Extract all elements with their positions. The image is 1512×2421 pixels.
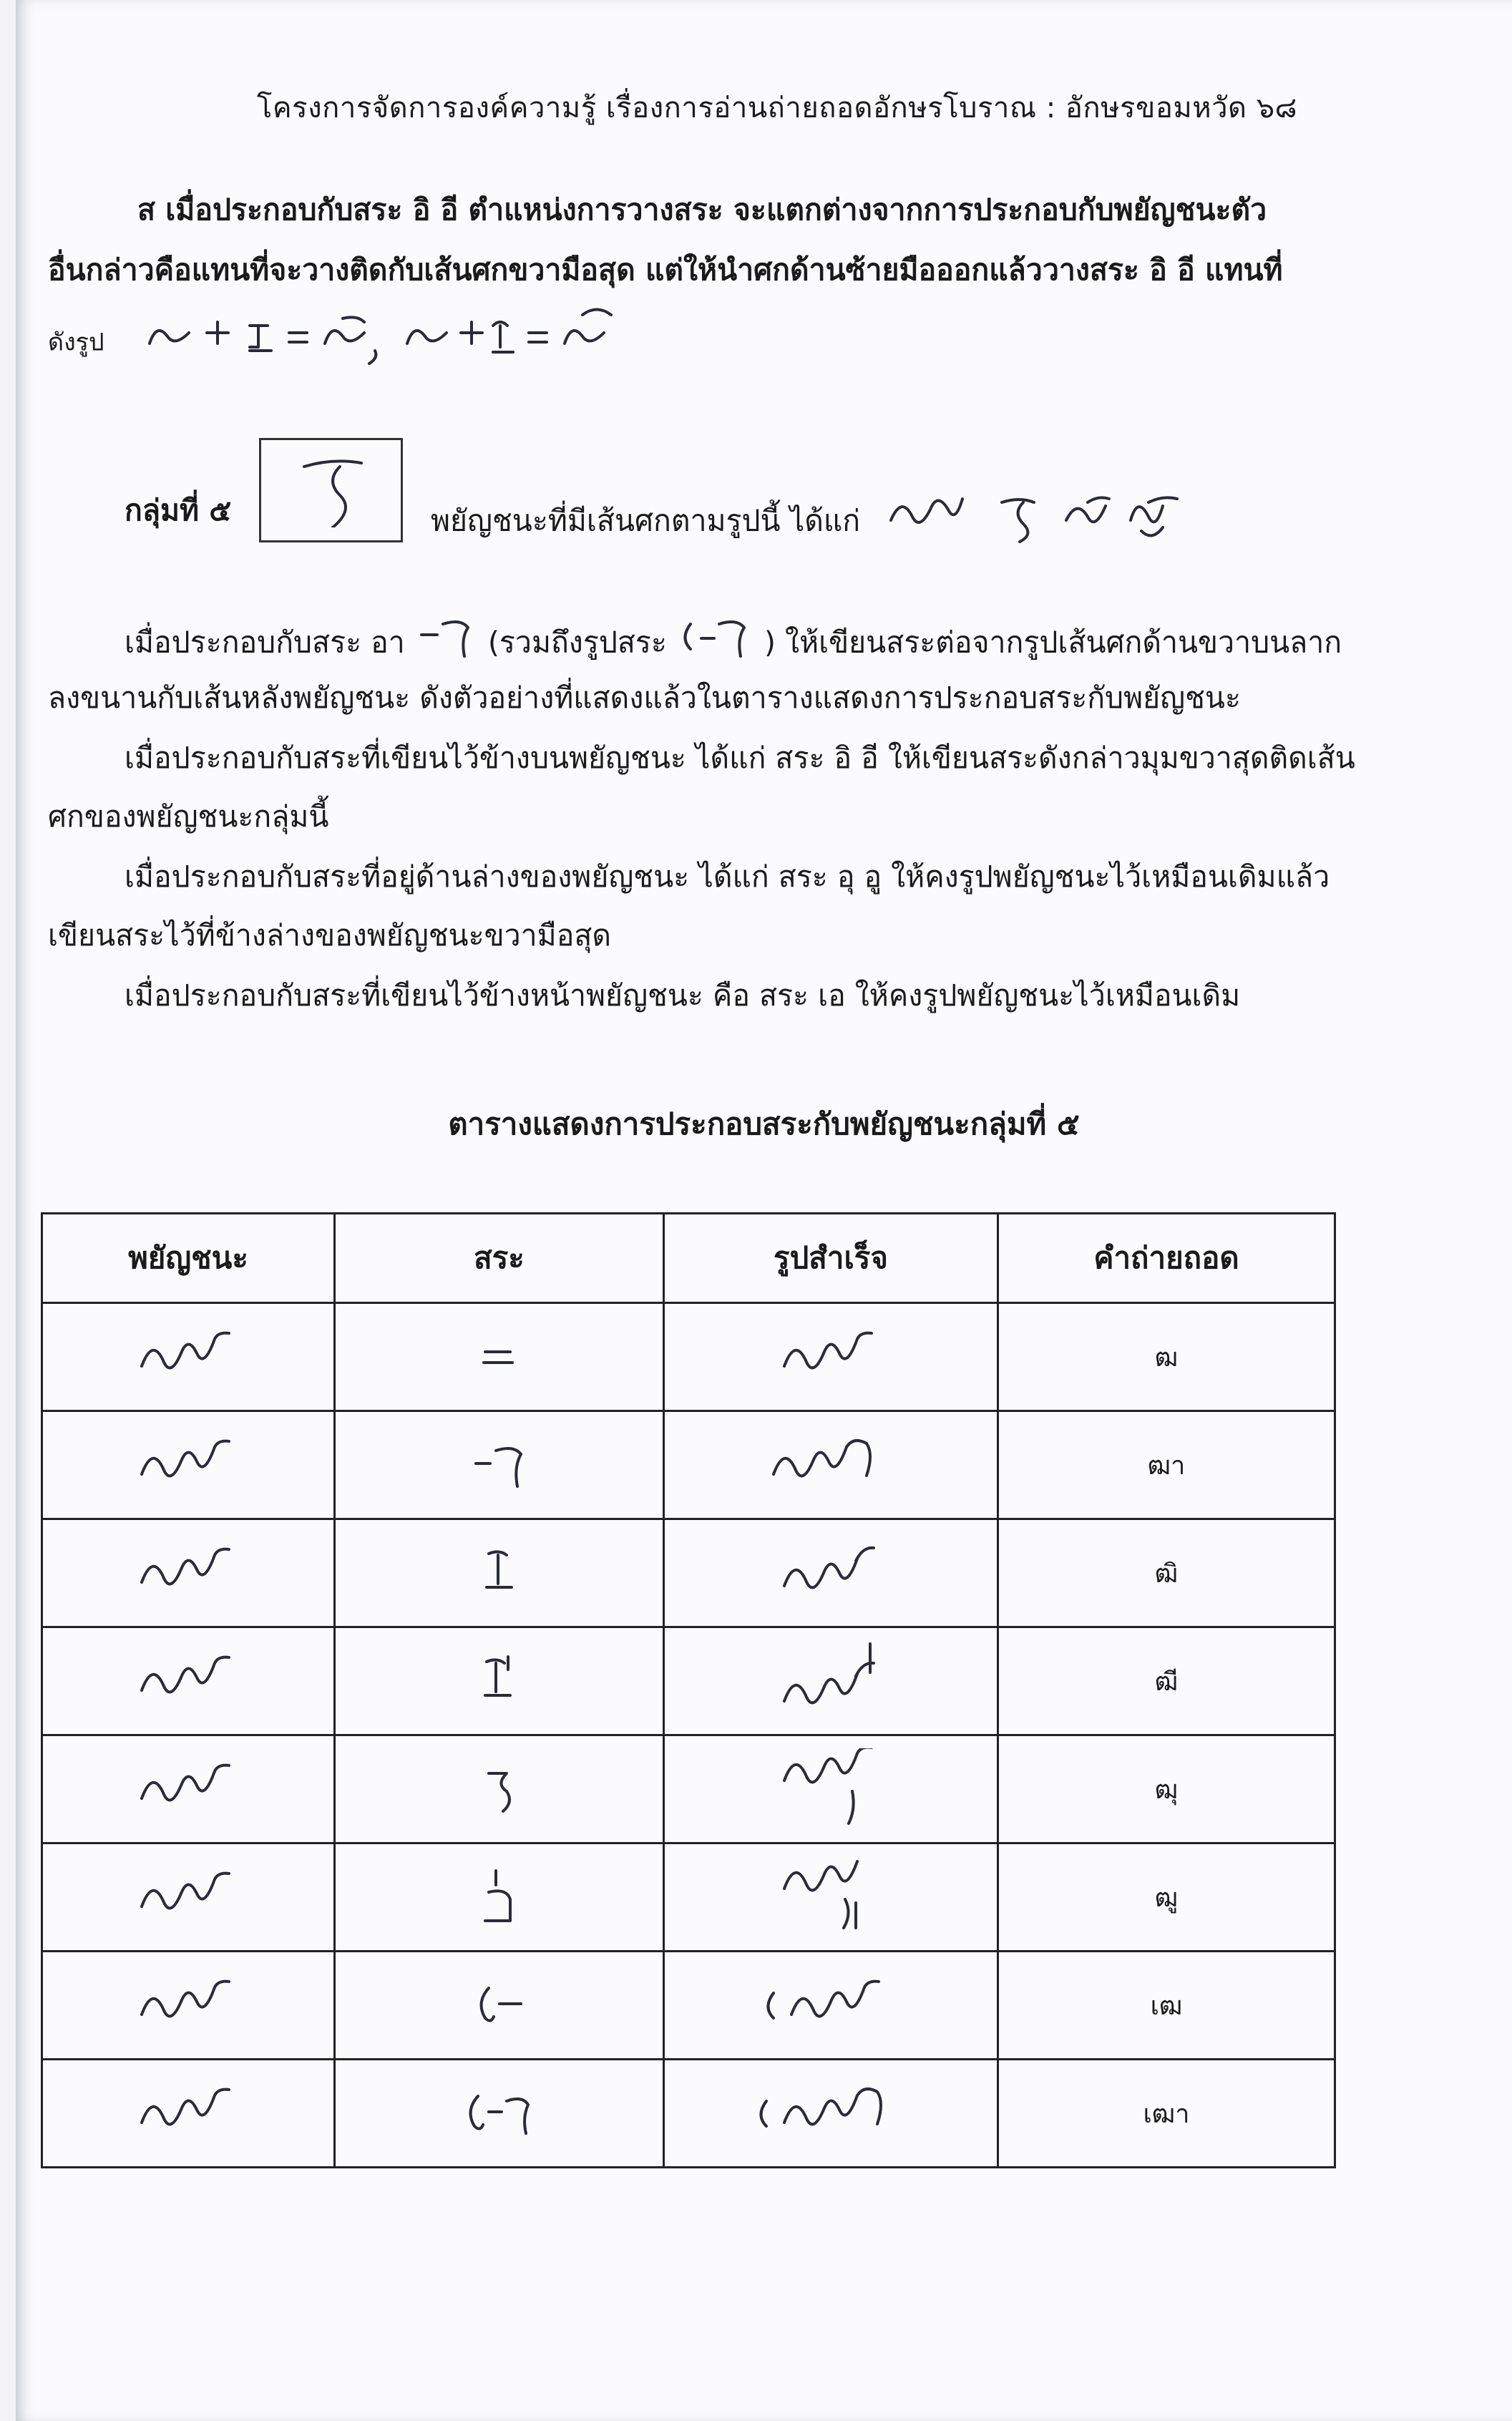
handwritten-vowel-ao [460,2083,539,2143]
handwritten-combined-thuu [774,1856,888,1938]
handwritten-consonant-tha [131,1327,245,1387]
handwritten-vowel-aa [467,1435,532,1495]
handwritten-consonant-tha [131,1651,245,1711]
vowel-cell [335,1411,664,1519]
vowel-cell [335,1952,664,2060]
note-s-line2 [48,240,1283,301]
consonant-cell [42,1843,335,1952]
handwritten-vowel-ii [471,1651,528,1711]
handwritten-consonant-tha [131,1543,245,1603]
p1-part-b: (รวมถึงรูปสระ [487,625,667,660]
table-row [42,1411,1335,1519]
handwritten-consonant-tha [131,2083,245,2143]
handwritten-combined-the [756,1975,906,2035]
note-s-line2-text: อื่นกล่าวคือแทนที่จะวางติดกับเส้นศกขวามือสุด แต่ให้นำศกด้านซ้ายมือออกแล้ววางสระ อิ อี แทนที่ [48,253,1283,287]
handwritten-example-formula [135,301,650,384]
transliteration-cell: เฒา [998,2060,1335,2168]
handwritten-combined-thu [774,1748,888,1830]
vowel-cell [335,1519,664,1627]
page-header: โครงการจัดการองค์ความรู้ เรื่องการอ่านถ่ายถอดอักษรโบราณ : อักษรขอมหวัด ๖๘ [256,92,1297,125]
vowel-cell [335,1735,664,1843]
consonant-cell [42,1303,335,1411]
table-row [42,1303,1335,1411]
consonant-cell [42,1627,335,1735]
combined-cell [664,1411,998,1519]
combined-cell [664,1627,998,1735]
table-row [42,1843,1335,1952]
vowel-cell [335,1303,664,1411]
handwritten-combined-thao [748,2083,913,2143]
vowel-combination-table [41,1212,1336,2168]
handwritten-combined-thi [774,1539,888,1607]
table-row [42,1627,1335,1735]
group5-label: กลุ่มที่ ๕ [125,493,232,527]
page [16,0,1512,2421]
handwritten-combined-thii [774,1640,888,1722]
paragraph-3-line1: เมื่อประกอบกับสระที่อยู่ด้านล่างของพยัญชนะ ได้แก่ สระ อุ อู ให้คงรูปพยัญชนะไว้เหมือนเดิมแล้ว [125,859,1330,894]
handwritten-consonant-tha [131,1759,245,1819]
handwritten-vowel-uu [471,1864,528,1931]
consonant-cell [42,1411,335,1519]
table-title: ตารางแสดงการประกอบสระกับพยัญชนะกลุ่มที่ ๕ [448,1106,1080,1141]
consonant-cell [42,1952,335,2060]
handwritten-consonant-tha [131,1975,245,2035]
transliteration-cell: ฒุ [998,1735,1335,1843]
paragraph-2-line2: ศกของพยัญชนะกลุ่มนี้ [48,799,329,834]
table-header-row [42,1214,1335,1303]
vowel-cell [335,1843,664,1952]
combined-cell [664,1843,998,1952]
table-row [42,1735,1335,1843]
combined-cell [664,1303,998,1411]
combined-cell [664,1519,998,1627]
handwritten-group5-letters [884,481,1199,565]
handwritten-consonant-tha [131,1867,245,1927]
paragraph-2-line1: เมื่อประกอบกับสระที่เขียนไว้ข้างบนพยัญชนะ ได้แก่ สระ อิ อี ให้เขียนสระดังกล่าวมุมขวาสุดติดเส้น [125,741,1355,775]
header-vowel: สระ [335,1214,664,1303]
paragraph-3-line2: เขียนสระไว้ที่ข้างล่างของพยัญชนะขวามือสุด [48,918,611,953]
transliteration-cell: ฒู [998,1843,1335,1952]
handwritten-consonant-tha [131,1435,245,1495]
header-transliteration: คำถ่ายถอด [998,1214,1335,1303]
vowel-cell [335,2060,664,2168]
transliteration-cell: ฒา [998,1411,1335,1519]
group5-shok-stroke-box [259,438,403,542]
note-s-line3 [48,301,650,384]
note-s-line1: ส เมื่อประกอบกับสระ อิ อี ตำแหน่งการวางสระ จะแตกต่างจากการประกอบกับพยัญชนะตัว [137,193,1267,227]
combined-cell [664,2060,998,2168]
handwritten-vowel-u [471,1759,528,1819]
transliteration-cell: ฒ [998,1303,1335,1411]
combined-cell [664,1735,998,1843]
table-row [42,1519,1335,1627]
handwritten-vowel-none [471,1334,528,1380]
consonant-cell [42,1735,335,1843]
handwritten-vowel-i [471,1543,528,1603]
consonant-cell [42,1519,335,1627]
combined-cell [664,1952,998,2060]
paragraph-1-line2: ลงขนานกับเส้นหลังพยัญชนะ ดังตัวอย่างที่แสดงแล้วในตารางแสดงการประกอบสระกับพยัญชนะ [48,681,1241,715]
p1-part-c: ) ให้เขียนสระต่อจากรูปเส้นศกด้านขวาบนลาก [764,625,1342,660]
table-row [42,1952,1335,2060]
transliteration-cell: ฒิ [998,1519,1335,1627]
consonant-cell [42,2060,335,2168]
header-combined-form: รูปสำเร็จ [664,1214,998,1303]
table-row [42,2060,1335,2168]
transliteration-cell: ฒี [998,1627,1335,1735]
note-s-line3-label: ดังรูป [48,328,104,357]
header-consonant: พยัญชนะ [42,1214,335,1303]
group5-description [431,481,1199,565]
group5-desc-text: พยัญชนะที่มีเส้นศกตามรูปนี้ ได้แก่ [431,503,861,538]
handwritten-combined-thaa [766,1435,895,1495]
transliteration-cell: เฒ [998,1952,1335,2060]
handwritten-vowel-e [467,1975,532,2035]
vowel-cell [335,1627,664,1735]
paragraph-4: เมื่อประกอบกับสระที่เขียนไว้ข้างหน้าพยัญชนะ คือ สระ เอ ให้คงรูปพยัญชนะไว้เหมือนเดิม [125,978,1241,1013]
p1-part-a: เมื่อประกอบกับสระ อา [125,625,405,660]
handwritten-combined-tha [774,1327,888,1387]
